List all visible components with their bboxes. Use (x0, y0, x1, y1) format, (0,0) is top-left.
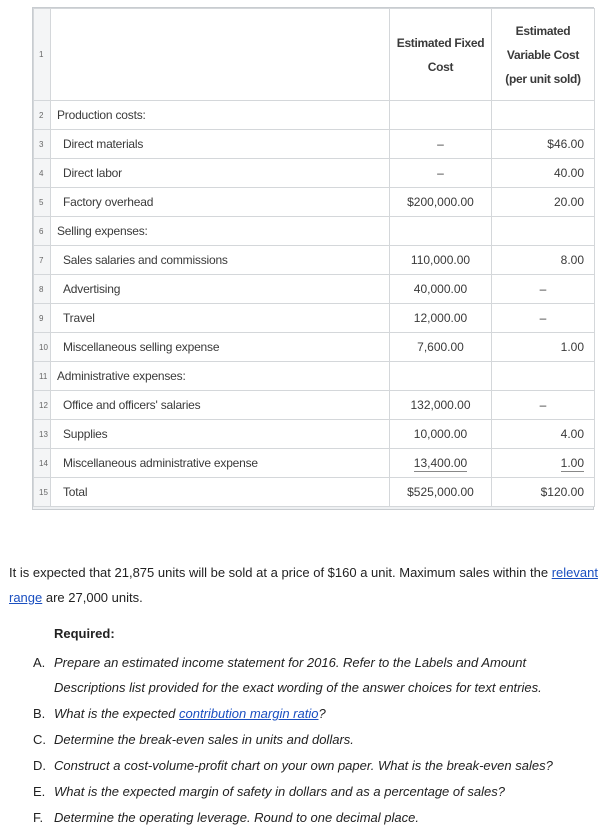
list-item (33, 701, 598, 726)
table-row (34, 391, 595, 420)
table-row (34, 217, 595, 246)
row-label: Administrative expenses: (51, 362, 390, 391)
row-label: Sales salaries and commissions (51, 246, 390, 275)
item-text-after: ? (318, 706, 326, 721)
item-letter: D. (33, 758, 46, 773)
fixed-cost-cell: 10,000.00 (390, 420, 492, 449)
row-number: 4 (34, 159, 51, 188)
table-row (34, 362, 595, 391)
row-label: Direct materials (51, 130, 390, 159)
row-label: Production costs: (51, 101, 390, 130)
variable-cost-cell: 4.00 (492, 420, 595, 449)
row-number: 14 (34, 449, 51, 478)
row-label: Total (51, 478, 390, 507)
spreadsheet-panel (32, 7, 594, 510)
fixed-cost-cell: 110,000.00 (390, 246, 492, 275)
item-letter: B. (33, 706, 46, 721)
fixed-cost-cell: 40,000.00 (390, 275, 492, 304)
header-variable-line2: Variable Cost (506, 47, 580, 62)
header-variable-cost (492, 9, 595, 101)
row-number: 12 (34, 391, 51, 420)
table-row (34, 246, 595, 275)
header-variable-line3: (per unit sold) (505, 71, 581, 86)
row-number: 9 (34, 304, 51, 333)
list-item (33, 650, 598, 700)
prompt-text-before: It is expected that 21,875 units will be sold at a price of $160 a unit. Maximum sales within the (9, 565, 552, 580)
header-fixed-cost: Estimated Fixed Cost (390, 9, 492, 101)
item-text: Prepare an estimated income statement for 2016. Refer to the Labels and Amount Descriptions list provided for the exact wording of the answer choices for text entries. (54, 655, 542, 695)
row-number: 13 (34, 420, 51, 449)
fixed-cost-cell: $200,000.00 (390, 188, 492, 217)
fixed-cost-cell (390, 449, 492, 478)
variable-cost-cell: 20.00 (492, 188, 595, 217)
row-number: 7 (34, 246, 51, 275)
row-label: Direct labor (51, 159, 390, 188)
fixed-cost-cell (390, 101, 492, 130)
fixed-cost-cell (390, 217, 492, 246)
item-letter: F. (33, 810, 44, 825)
variable-cost-cell: – (492, 304, 595, 333)
item-letter: E. (33, 784, 46, 799)
row-number: 5 (34, 188, 51, 217)
cost-table (33, 8, 595, 507)
table-row (34, 275, 595, 304)
row-number: 2 (34, 101, 51, 130)
relevant-range-link[interactable]: relevant range (9, 565, 598, 605)
list-item (33, 805, 598, 830)
row-number: 10 (34, 333, 51, 362)
row-label: Advertising (51, 275, 390, 304)
variable-cost-cell (492, 217, 595, 246)
row-label: Supplies (51, 420, 390, 449)
fixed-cost-cell: – (390, 159, 492, 188)
row-number: 6 (34, 217, 51, 246)
variable-cost-cell (492, 101, 595, 130)
fixed-cost-cell: 12,000.00 (390, 304, 492, 333)
table-header-row (34, 9, 595, 101)
fixed-cost-cell: 132,000.00 (390, 391, 492, 420)
variable-cost-cell (492, 449, 595, 478)
header-description-cell (51, 9, 390, 101)
item-text: What is the expected margin of safety in dollars and as a percentage of sales? (54, 784, 505, 799)
table-row (34, 159, 595, 188)
row-label: Miscellaneous selling expense (51, 333, 390, 362)
item-text-before: What is the expected (54, 706, 180, 721)
contribution-margin-ratio-link[interactable]: contribution margin ratio (179, 706, 319, 721)
row-label: Miscellaneous administrative expense (51, 449, 390, 478)
item-text: Construct a cost-volume-profit chart on your own paper. What is the break-even sales? (54, 758, 553, 773)
problem-statement (9, 560, 599, 610)
item-letter: A. (33, 655, 46, 670)
row-label: Office and officers' salaries (51, 391, 390, 420)
variable-cost-value: $120.00 (540, 485, 584, 499)
fixed-cost-value: $525,000.00 (407, 485, 474, 499)
table-row (34, 130, 595, 159)
item-text (54, 701, 598, 726)
row-number: 1 (34, 9, 51, 101)
required-heading: Required: (54, 626, 115, 641)
fixed-cost-value: 13,400.00 (413, 456, 468, 470)
table-row (34, 101, 595, 130)
table-row (34, 188, 595, 217)
item-text: Determine the break-even sales in units and dollars. (54, 732, 354, 747)
prompt-text-after: are 27,000 units. (42, 590, 143, 605)
row-number: 8 (34, 275, 51, 304)
table-row (34, 478, 595, 507)
header-variable-line1: Estimated (515, 23, 571, 38)
table-row (34, 420, 595, 449)
list-item (33, 753, 598, 778)
row-label: Travel (51, 304, 390, 333)
table-row (34, 333, 595, 362)
variable-cost-cell (492, 362, 595, 391)
row-number: 3 (34, 130, 51, 159)
variable-cost-value: 1.00 (560, 456, 584, 470)
list-item (33, 727, 598, 752)
variable-cost-cell: 8.00 (492, 246, 595, 275)
row-label: Factory overhead (51, 188, 390, 217)
variable-cost-cell: – (492, 275, 595, 304)
variable-cost-cell (492, 478, 595, 507)
fixed-cost-cell (390, 478, 492, 507)
variable-cost-cell: 40.00 (492, 159, 595, 188)
row-label: Selling expenses: (51, 217, 390, 246)
fixed-cost-cell: 7,600.00 (390, 333, 492, 362)
row-number: 15 (34, 478, 51, 507)
list-item (33, 779, 598, 804)
row-number: 11 (34, 362, 51, 391)
fixed-cost-cell: – (390, 130, 492, 159)
table-row (34, 449, 595, 478)
fixed-cost-cell (390, 362, 492, 391)
variable-cost-cell: $46.00 (492, 130, 595, 159)
table-row (34, 304, 595, 333)
variable-cost-cell: – (492, 391, 595, 420)
variable-cost-cell: 1.00 (492, 333, 595, 362)
requirements-list (33, 650, 598, 831)
item-text: Determine the operating leverage. Round to one decimal place. (54, 810, 419, 825)
item-letter: C. (33, 732, 46, 747)
